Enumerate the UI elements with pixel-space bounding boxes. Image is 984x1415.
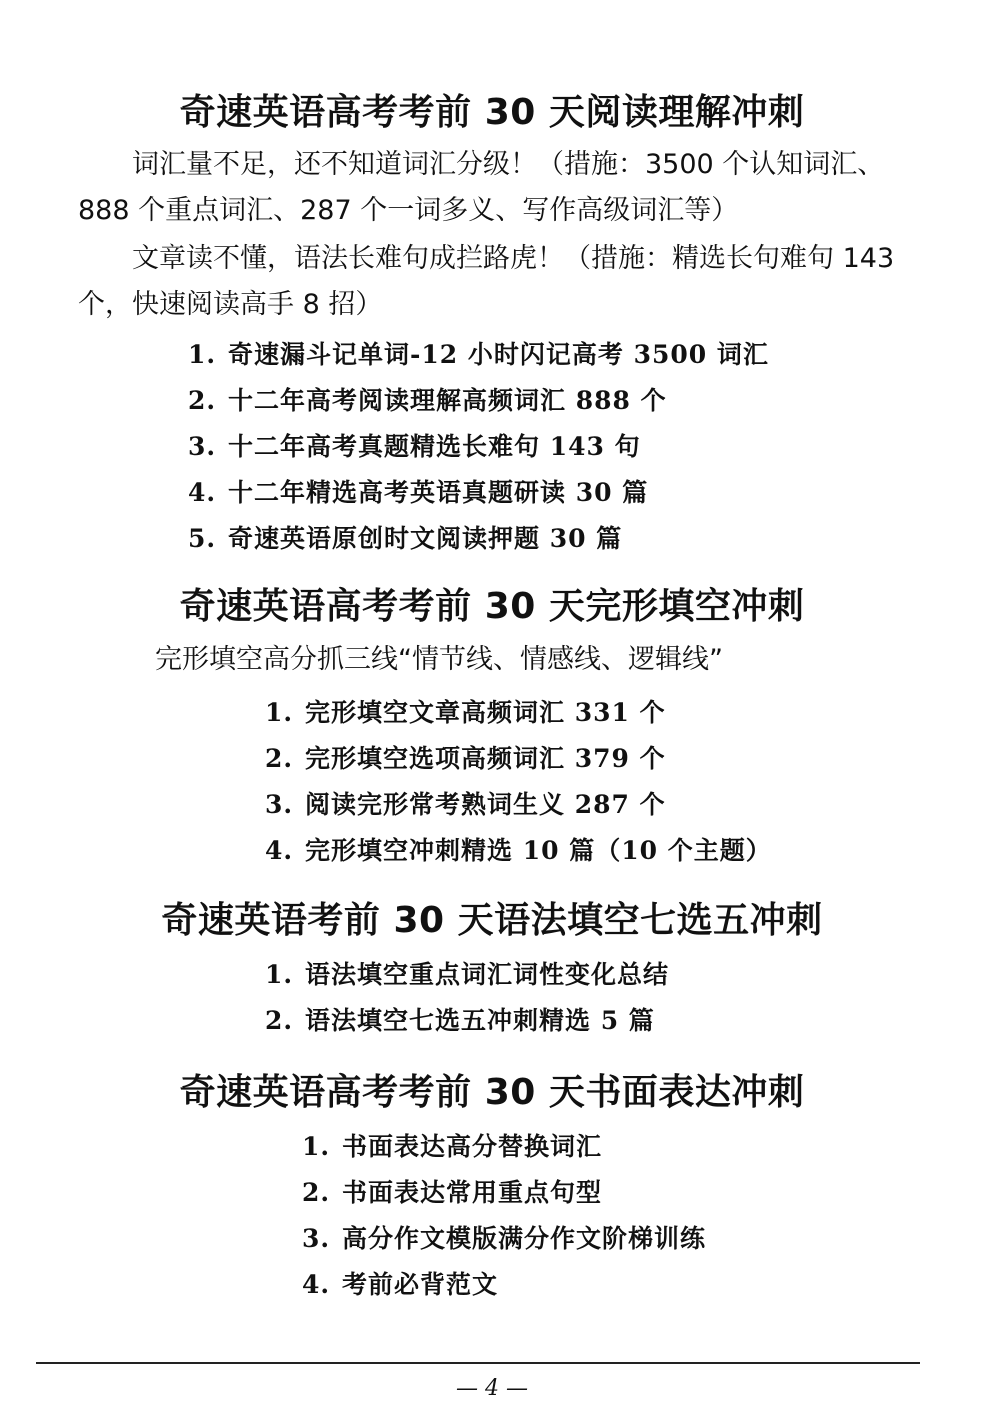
list-item bbox=[265, 952, 669, 998]
footer-divider bbox=[36, 1362, 920, 1364]
list-item bbox=[302, 1216, 706, 1262]
list-item bbox=[265, 828, 772, 874]
item-number: 4. bbox=[302, 1270, 331, 1299]
item-number: 2. bbox=[188, 386, 217, 415]
grammar-item-list bbox=[265, 952, 669, 1044]
item-text: 语法填空七选五冲刺精选 5 篇 bbox=[305, 1006, 655, 1035]
item-text: 考前必背范文 bbox=[342, 1270, 499, 1299]
item-text: 语法填空重点词汇词性变化总结 bbox=[305, 960, 670, 989]
writing-item-list bbox=[302, 1124, 706, 1308]
item-text: 书面表达常用重点句型 bbox=[342, 1178, 603, 1207]
item-number: 1. bbox=[188, 340, 217, 369]
list-item bbox=[302, 1124, 706, 1170]
item-number: 3. bbox=[188, 432, 217, 461]
list-item bbox=[188, 424, 769, 470]
list-item bbox=[265, 998, 669, 1044]
item-text: 十二年高考真题精选长难句 143 句 bbox=[228, 432, 641, 461]
list-item bbox=[188, 332, 769, 378]
item-number: 3. bbox=[265, 790, 294, 819]
item-number: 5. bbox=[188, 524, 217, 553]
item-text: 十二年高考阅读理解高频词汇 888 个 bbox=[228, 386, 667, 415]
page-number: — 4 — bbox=[456, 1376, 528, 1401]
list-item bbox=[188, 470, 769, 516]
item-number: 3. bbox=[302, 1224, 331, 1253]
section-heading-reading: 奇速英语高考考前 30 天阅读理解冲刺 bbox=[179, 92, 805, 133]
list-item bbox=[188, 378, 769, 424]
paragraph-grammar: 文章读不懂，语法长难句成拦路虎！（措施：精选长句难句 143 个，快速阅读高手 8 招） bbox=[78, 243, 895, 320]
list-item bbox=[302, 1170, 706, 1216]
item-text: 完形填空冲刺精选 10 篇（10 个主题） bbox=[305, 836, 772, 865]
item-text: 十二年精选高考英语真题研读 30 篇 bbox=[228, 478, 649, 507]
item-text: 奇速英语原创时文阅读押题 30 篇 bbox=[228, 524, 623, 553]
list-item bbox=[265, 736, 772, 782]
section-heading-grammar: 奇速英语考前 30 天语法填空七选五冲刺 bbox=[161, 900, 823, 941]
item-text: 完形填空选项高频词汇 379 个 bbox=[305, 744, 666, 773]
section-heading-cloze: 奇速英语高考考前 30 天完形填空冲刺 bbox=[179, 586, 805, 627]
item-number: 4. bbox=[265, 836, 294, 865]
item-number: 2. bbox=[302, 1178, 331, 1207]
item-number: 2. bbox=[265, 1006, 294, 1035]
cloze-item-list bbox=[265, 690, 772, 874]
list-item bbox=[265, 690, 772, 736]
paragraph-vocabulary: 词汇量不足，还不知道词汇分级！（措施：3500 个认知词汇、888 个重点词汇、287 个一词多义、写作高级词汇等） bbox=[78, 149, 885, 226]
item-number: 1. bbox=[302, 1132, 331, 1161]
item-text: 阅读完形常考熟词生义 287 个 bbox=[305, 790, 666, 819]
list-item bbox=[302, 1262, 706, 1308]
item-text: 奇速漏斗记单词-12 小时闪记高考 3500 词汇 bbox=[228, 340, 769, 369]
list-item bbox=[265, 782, 772, 828]
reading-item-list bbox=[188, 332, 769, 562]
item-text: 高分作文模版满分作文阶梯训练 bbox=[342, 1224, 707, 1253]
item-number: 4. bbox=[188, 478, 217, 507]
item-text: 完形填空文章高频词汇 331 个 bbox=[305, 698, 666, 727]
section-heading-writing: 奇速英语高考考前 30 天书面表达冲刺 bbox=[179, 1072, 805, 1113]
item-number: 1. bbox=[265, 960, 294, 989]
item-number: 1. bbox=[265, 698, 294, 727]
item-number: 2. bbox=[265, 744, 294, 773]
list-item bbox=[188, 516, 769, 562]
item-text: 书面表达高分替换词汇 bbox=[342, 1132, 603, 1161]
cloze-subtitle: 完形填空高分抓三线“情节线、情感线、逻辑线” bbox=[155, 644, 723, 675]
